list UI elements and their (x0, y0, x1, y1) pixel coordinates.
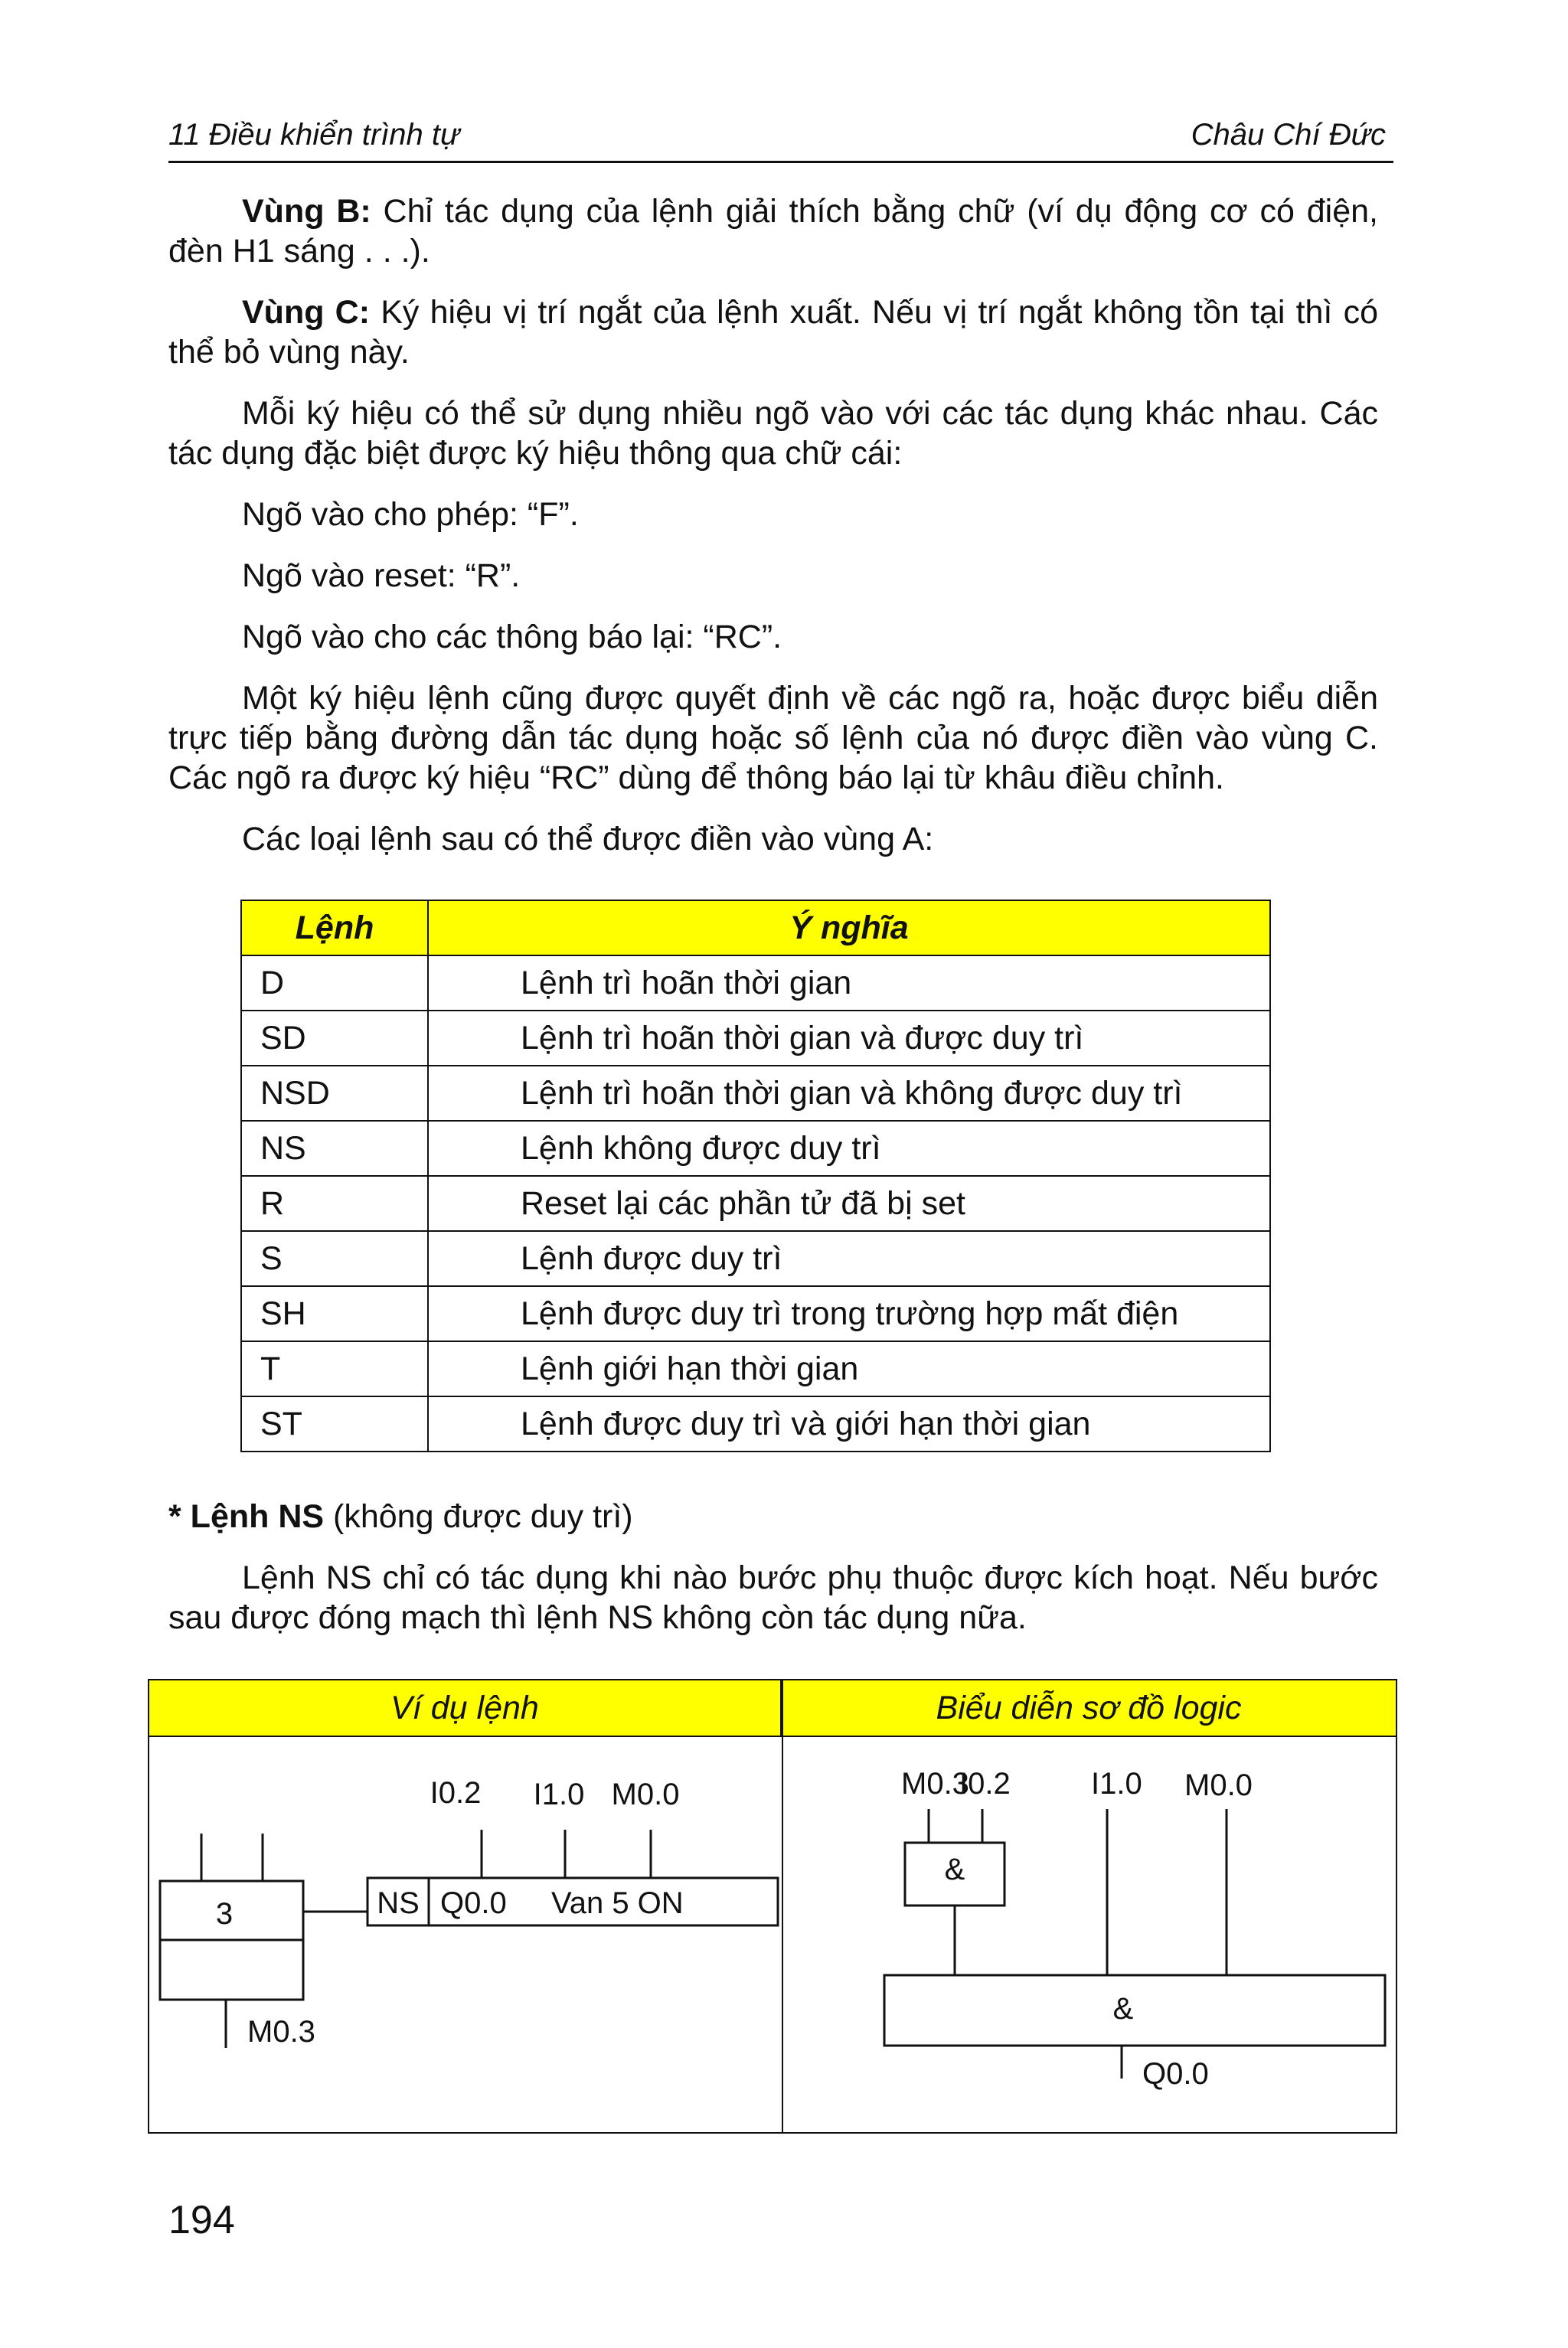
zone-c-label: Vùng C: (242, 294, 371, 331)
table-row (241, 1396, 1270, 1452)
command-text: Van 5 ON (551, 1886, 684, 1920)
header-command: Lệnh (241, 900, 428, 955)
cell-meaning: Lệnh được duy trì (428, 1231, 1270, 1286)
step-number: 3 (215, 1897, 234, 1931)
cell-meaning: Lệnh được duy trì và giới hạn thời gian (428, 1396, 1270, 1452)
chapter-title: 11 Điều khiển trình tự (168, 118, 460, 152)
right-input-label-m00: M0.0 (1184, 1768, 1253, 1802)
gate1-input-label-1: M0.3 (901, 1767, 969, 1801)
paragraph-outputs: Một ký hiệu lệnh cũng được quyết định về các ngõ ra, hoặc được biểu diễn trực tiếp bằng đường dẫn tác dụng hoặc số lệnh của nó được điền vào vùng C. Các ngõ ra được ký hiệu “RC” dùng để thông báo lại từ khâu điều chỉnh. (168, 680, 1378, 796)
section-text: Lệnh NS chỉ có tác dụng khi nào bước phụ thuộc được kích hoạt. Nếu bước sau được đóng mạch thì lệnh NS không còn tác dụng nữa. (168, 1559, 1378, 1636)
diagram-drawing (149, 1680, 1396, 2132)
gate2-label: & (1112, 1992, 1134, 2026)
table-row (241, 955, 1270, 1011)
cell-meaning: Lệnh không được duy trì (428, 1121, 1270, 1176)
page-number: 194 (168, 2198, 235, 2242)
right-input-label-i10: I1.0 (1091, 1767, 1142, 1801)
gate1-label: & (944, 1853, 965, 1886)
cell-command: ST (241, 1396, 428, 1452)
page-header (168, 115, 1393, 163)
cell-meaning: Lệnh giới hạn thời gian (428, 1341, 1270, 1396)
body-text (168, 191, 1378, 880)
cell-command: SH (241, 1286, 428, 1341)
and-gate-2 (884, 1975, 1385, 2046)
zone-c-text: Ký hiệu vị trí ngắt của lệnh xuất. Nếu vị trí ngắt không tồn tại thì có thể bỏ vùng này. (168, 294, 1378, 371)
item-feedback-input: Ngõ vào cho các thông báo lại: “RC”. (242, 619, 782, 655)
table-row (241, 1341, 1270, 1396)
paragraph-inputs: Mỗi ký hiệu có thể sử dụng nhiều ngõ vào với các tác dụng khác nhau. Các tác dụng đặc biệt được ký hiệu thông qua chữ cái: (168, 395, 1378, 472)
paragraph-zone-c (168, 292, 1378, 372)
author-name: Châu Chí Đức (1191, 118, 1386, 152)
table-header-row (241, 900, 1270, 955)
zone-b-text: Chỉ tác dụng của lệnh giải thích bằng chữ (ví dụ động cơ có điện, đèn H1 sáng . . .). (168, 193, 1378, 269)
command-table (240, 900, 1271, 1452)
command-type: NS (377, 1886, 420, 1920)
paragraph-table-intro: Các loại lệnh sau có thể được điền vào vùng A: (242, 821, 934, 857)
input-label-m00: M0.0 (611, 1778, 680, 1811)
diagram-left-header: Ví dụ lệnh (149, 1680, 782, 1737)
cell-meaning: Reset lại các phần tử đã bị set (428, 1176, 1270, 1231)
ns-diagram (148, 1679, 1397, 2134)
table-row (241, 1121, 1270, 1176)
input-label-i10: I1.0 (533, 1778, 585, 1811)
step-output-label: M0.3 (247, 2015, 315, 2049)
section-title-rest: (không được duy trì) (324, 1498, 633, 1535)
output-label: Q0.0 (1142, 2057, 1209, 2091)
cell-command: D (241, 955, 428, 1011)
cell-command: NSD (241, 1066, 428, 1121)
cell-meaning: Lệnh trì hoãn thời gian (428, 955, 1270, 1011)
table-row (241, 1231, 1270, 1286)
gate1-input-label-2: I0.2 (959, 1767, 1011, 1801)
cell-meaning: Lệnh trì hoãn thời gian và được duy trì (428, 1011, 1270, 1066)
table-row (241, 1286, 1270, 1341)
paragraph-zone-b (168, 191, 1378, 271)
zone-b-label: Vùng B: (242, 193, 371, 230)
item-enable-input: Ngõ vào cho phép: “F”. (242, 496, 579, 533)
input-label-i02: I0.2 (430, 1776, 482, 1810)
diagram-right-header: Biểu diễn sơ đồ logic (782, 1680, 1396, 1737)
section-title (168, 1497, 1378, 1536)
table-row (241, 1066, 1270, 1121)
cell-command: R (241, 1176, 428, 1231)
item-reset-input: Ngõ vào reset: “R”. (242, 557, 521, 594)
section-title-bold: * Lệnh NS (168, 1498, 325, 1535)
table-row (241, 1176, 1270, 1231)
header-meaning: Ý nghĩa (428, 900, 1270, 955)
cell-meaning: Lệnh trì hoãn thời gian và không được duy trì (428, 1066, 1270, 1121)
cell-meaning: Lệnh được duy trì trong trường hợp mất điện (428, 1286, 1270, 1341)
table-row (241, 1011, 1270, 1066)
command-operand: Q0.0 (440, 1886, 507, 1920)
cell-command: S (241, 1231, 428, 1286)
cell-command: SD (241, 1011, 428, 1066)
cell-command: NS (241, 1121, 428, 1176)
section-ns (168, 1497, 1378, 1659)
cell-command: T (241, 1341, 428, 1396)
